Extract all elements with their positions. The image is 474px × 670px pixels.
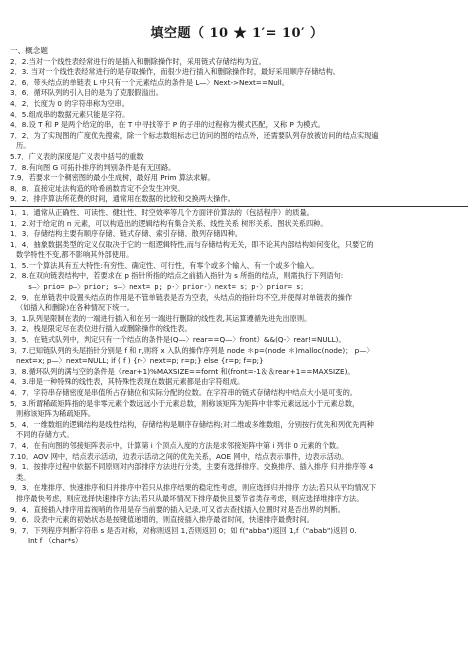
text-line: 9．7．下列程序判断字符串 s 是否对称，对称则返回 1,否则返回 0；如 f("abba")返回 1,f（"abab")返回 0. — [10, 525, 357, 535]
text-line: 3．2．栈是限定尽在表位进行插入或删除操作的线性表。 — [10, 324, 192, 334]
text-line: 2．9．在单链表中设置头结点的作用是不管单链表是否为空表，头结点的指针均不空,并使得对单链表的操作 — [10, 292, 353, 302]
text-line: 3．6．循环队列的引入目的是为了克服假溢出。 — [10, 88, 163, 98]
text-line: 排序最快考虑，则应选择快速排序方法;若只从最坏情况下排序最快且要节省类存考虑，则应选择堆排序方法。 — [16, 493, 364, 503]
text-line: 4．8.设 T 和 P 是两个给定的串，在 T 中寻找等于 P 的子串的过程称为模式匹配，又称 P 为模式。 — [10, 120, 325, 130]
text-line: 9．4．直接插入排序用监视哨的作用是存当前要的插入记录,可又省去查找插入位置时对是否出界的判断。 — [10, 504, 345, 514]
text-line: 2．6．带头结点的单链表 L 中只有一个元素结点的条件是 L—〉Next->Next==Null。 — [10, 77, 289, 87]
text-line: 3．1.队列是限制在表的一端进行插入和在另一端进行删除的线性表,其运算遵循先进先出原则。 — [10, 313, 312, 323]
text-line: 1．1．通常从正确性、可读性、健壮性、时空效率等几个方面评价算法的（包括程序）的质量。 — [10, 207, 314, 217]
text-line: （如插入和删除)在各种情况下统一。 — [16, 303, 134, 313]
text-line: 不同的存储方式。 — [16, 430, 74, 440]
document-body — [10, 46, 468, 547]
text-line: 8．8．直接定址法构造的哈希函数肯定不会发生冲突。 — [10, 183, 185, 193]
text-line: 7.10．AOV 网中，结点表示活动，边表示活动之间的优先关系，AOE 网中，结点表示事件，边表示活动。 — [10, 451, 349, 461]
text-line: 1．5.一个算法具有五大特性:有穷性、确定性、可行性，有零个或多个输入、有一个或多个输入。 — [10, 260, 319, 270]
text-line: 4．2．长度为 0 的字符串称为空串。 — [10, 98, 129, 108]
text-line: 3．8.循环队列的满与空的条件是（rear+1)%MAXSIZE==fornt 和(front=-1＆＆rear+1==MAXSIZE)。 — [10, 366, 355, 376]
text-line: 5．4．一维数组的逻辑结构是线性结构，存储结构是顺序存储结构;对二维或多维数组，分别按行优先和列优先两种 — [10, 419, 374, 429]
text-line: 4．5.组成串的数据元素只能是字符。 — [10, 109, 130, 119]
text-line: 3．7.已知链队列的头尾指针分别是 f 和 r,则将 x 入队的操作序列是 node ＊p=(node ＊)malloc(node)； p—〉 — [10, 345, 374, 355]
text-line: 则称该矩阵为稀疏矩阵。 — [16, 409, 96, 419]
text-line: 2．8.在双向链表结构中，若要求在 p 指针所指的结点之前插入指针为 s 所指的结点，则需执行下列语句: — [10, 271, 344, 281]
text-line: 7．8.有向图 G 可拓扑排序的判别条件是有无回路。 — [10, 162, 176, 172]
text-line: 7.9．若要求一个稠密图的最小生成树，最好用 Prim 算法求解。 — [10, 173, 215, 183]
text-line: 类。 — [16, 472, 31, 482]
text-line: 4．3.串是一种特殊的线性表，其特殊性表现在数据元素都是由字符组成。 — [10, 377, 245, 387]
text-line: 1．4．抽象数据类型的定义仅取决于它的一组逻辑特性,而与存储结构无关，即不论其内部结构如何变化，只要它的 — [10, 239, 374, 249]
text-line: 历。 — [16, 141, 31, 151]
text-line: 5.7．广义表的深度是广义表中括号的重数 — [10, 151, 144, 161]
text-line: 4．7．字符串存储密度是串值所占存储位和实际分配的位数。在字符串的链式存储结构中结点大小是可变的。 — [10, 388, 357, 397]
code-line: Int f （char*s） — [28, 536, 83, 546]
text-line: 9．1．按排序过程中依据不同原则对内部排序方法进行分类，主要有选择排序、交换排序、插入排序 归并排序等 4 — [10, 462, 374, 472]
text-line: 1．3．存储结构主要有顺序存储、链式存储、索引存储、散列存储四种。 — [10, 229, 242, 239]
text-line: 9．2．排序算法所花费的时间，通常用在数据的比较和交换两大操作。 — [10, 194, 235, 204]
text-line: 1．2.对于给定的 n 元素，可以构造出的逻辑结构有集合关系、线性关系 树形关系、图状关系四种。 — [10, 218, 328, 228]
text-line: 2．2.当对一个线性表经常进行的是插入和删除操作时，采用链式存储结构为宜。 — [10, 56, 266, 66]
text-line: 7．4．在有向图的邻接矩阵表示中，计算第 i 个顶点入度的方法是求邻接矩阵中第 i 列非 0 元素的个数。 — [10, 440, 344, 450]
text-line: next=x; p—〉next=NULL; if ( f ) {r-〉next=p; r=p;} else {r=p; f=p;} — [16, 356, 264, 366]
text-line: 2．3. 当对一个线性表经常进行的是存取操作，而很少进行插入和删除操作时，最好采用顺序存储结构。 — [10, 67, 340, 77]
section-heading: 一、概念题 — [10, 46, 48, 55]
text-line: 5．3.所谓稀疏矩阵指的是非零元素个数远远小于元素总数，则称该矩阵为矩阵中非零元素远远小于元素总数， — [10, 398, 360, 408]
text-line: 9．6．设表中元素的初始状态是按键值递增的，则直接插入排序最省时间，快速排序最费时间。 — [10, 515, 314, 525]
page-title: 填空题（ 10 ★ 1′= 10′ ） — [150, 26, 324, 41]
text-line: 7．2．为了实现图的广度优先搜索，除一个标志数组标志已访问的图的结点外，还需要队列存放被访问的结点实现遍 — [10, 130, 379, 140]
text-line: 数学特性不变,都不影响其外部使用。 — [16, 250, 134, 260]
text-line: 3．5．在链式队列中，判定只有一个结点的条件是(Q—〉rear==Q—〉front）&&(Q-〉rear!=NULL)。 — [10, 335, 346, 345]
code-line: s—〉prio= p—〉prior; s—〉next= p; p-〉prior-〉next= s；p-〉prior= s； — [28, 283, 308, 292]
text-line: 9．3．在堆排序、快速排序和归并排序中若只从排序结果的稳定性考虑，则应选择归并排序 方法;若只从平均情况下 — [10, 483, 377, 493]
divider — [10, 206, 468, 207]
